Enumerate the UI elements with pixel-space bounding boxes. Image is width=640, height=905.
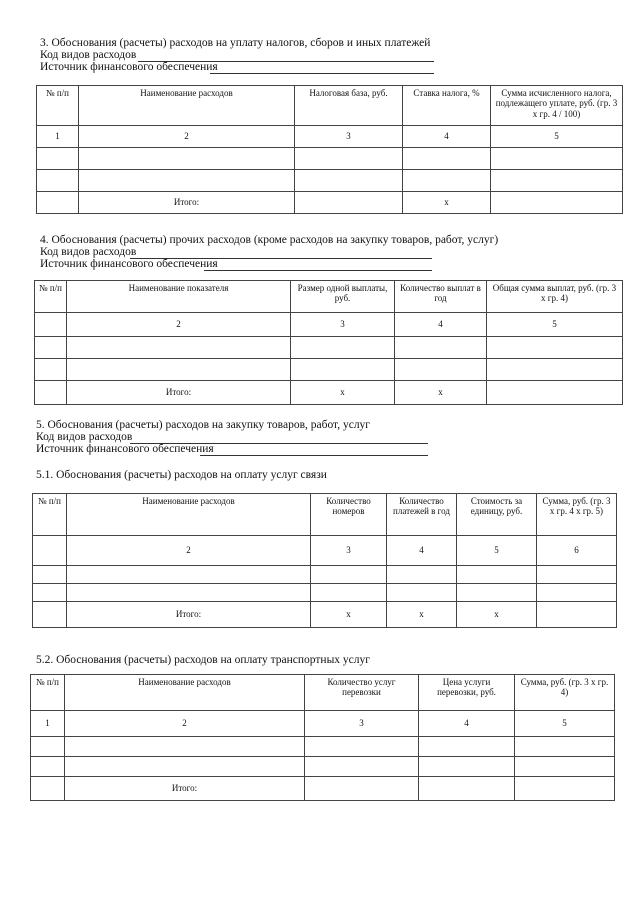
cell [487, 337, 623, 359]
cell [33, 584, 67, 602]
column-number: 3 [311, 536, 387, 566]
cell [395, 337, 487, 359]
table-header-row [37, 86, 623, 126]
cell [537, 602, 617, 628]
total-label: Итого: [65, 777, 305, 801]
header-cell: Общая сумма выплат, руб. (гр. 3 х гр. 4) [487, 281, 623, 313]
cell [387, 584, 457, 602]
header-cell: Количество услуг перевозки [305, 675, 419, 711]
section-3-source-line [210, 73, 434, 74]
section-4-title: 4. Обоснования (расчеты) прочих расходов (кроме расходов на закупку товаров, работ, услуг) [40, 234, 499, 246]
section-5-1-table [32, 493, 617, 628]
cell [67, 566, 311, 584]
cell [419, 737, 515, 757]
section-4-code-label: Код видов расходов [40, 246, 137, 258]
header-cell: Цена услуги перевозки, руб. [419, 675, 515, 711]
column-number: 2 [65, 711, 305, 737]
cell [67, 584, 311, 602]
header-cell: Сумма исчисленного налога, подлежащего уплате, руб. (гр. 3 х гр. 4 / 100) [491, 86, 623, 126]
column-number: 5 [487, 313, 623, 337]
section-3-table [36, 85, 623, 214]
column-number: 4 [419, 711, 515, 737]
header-cell: № п/п [31, 675, 65, 711]
cell [67, 337, 291, 359]
header-cell: Количество номеров [311, 494, 387, 536]
section-5-2-title: 5.2. Обоснования (расчеты) расходов на оплату транспортных услуг [36, 654, 370, 666]
cell [37, 170, 79, 192]
table-row [37, 170, 623, 192]
column-number: 1 [37, 126, 79, 148]
cell [33, 566, 67, 584]
column-number-row [33, 536, 617, 566]
cell [487, 381, 623, 405]
cell [291, 359, 395, 381]
header-cell: Ставка налога, % [403, 86, 491, 126]
cell [79, 170, 295, 192]
cell [79, 148, 295, 170]
cell [457, 566, 537, 584]
x-mark: x [457, 602, 537, 628]
cell [33, 602, 67, 628]
cell [31, 737, 65, 757]
section-5-title: 5. Обоснования (расчеты) расходов на закупку товаров, работ, услуг [36, 419, 371, 431]
table-row [33, 584, 617, 602]
x-mark: x [387, 602, 457, 628]
total-label: Итого: [79, 192, 295, 214]
cell [403, 148, 491, 170]
header-cell: Наименование расходов [79, 86, 295, 126]
total-row [33, 602, 617, 628]
column-number: 2 [79, 126, 295, 148]
section-3-source-label: Источник финансового обеспечения [40, 61, 218, 73]
table-header-row [33, 494, 617, 536]
table-header-row [35, 281, 623, 313]
cell [515, 737, 615, 757]
cell [537, 566, 617, 584]
cell [305, 777, 419, 801]
cell [65, 757, 305, 777]
column-number-row [35, 313, 623, 337]
cell [491, 148, 623, 170]
total-row [31, 777, 615, 801]
header-cell: Сумма, руб. (гр. 3 х гр. 4 х гр. 5) [537, 494, 617, 536]
table-row [35, 359, 623, 381]
cell [35, 313, 67, 337]
cell [419, 757, 515, 777]
section-4-table [34, 280, 623, 405]
cell [491, 170, 623, 192]
column-number: 5 [491, 126, 623, 148]
cell [515, 777, 615, 801]
cell [31, 757, 65, 777]
section-5-source-label: Источник финансового обеспечения [36, 443, 214, 455]
header-cell: Стоимость за единицу, руб. [457, 494, 537, 536]
cell [67, 359, 291, 381]
cell [419, 777, 515, 801]
column-number: 3 [291, 313, 395, 337]
cell [311, 584, 387, 602]
x-mark: x [403, 192, 491, 214]
table-row [37, 148, 623, 170]
x-mark: x [311, 602, 387, 628]
section-4-source-label: Источник финансового обеспечения [40, 258, 218, 270]
cell [305, 737, 419, 757]
cell [37, 192, 79, 214]
column-number: 2 [67, 536, 311, 566]
cell [487, 359, 623, 381]
header-cell: Наименование расходов [67, 494, 311, 536]
cell [35, 381, 67, 405]
cell [37, 148, 79, 170]
cell [33, 536, 67, 566]
cell [35, 337, 67, 359]
column-number-row [31, 711, 615, 737]
column-number-row [37, 126, 623, 148]
cell [515, 757, 615, 777]
header-cell: Налоговая база, руб. [295, 86, 403, 126]
column-number: 6 [537, 536, 617, 566]
section-5-1-title: 5.1. Обоснования (расчеты) расходов на оплату услуг связи [36, 469, 327, 481]
header-cell: Сумма, руб. (гр. 3 х гр. 4) [515, 675, 615, 711]
table-row [33, 566, 617, 584]
column-number: 4 [387, 536, 457, 566]
total-row [35, 381, 623, 405]
x-mark: x [395, 381, 487, 405]
cell [387, 566, 457, 584]
section-5-code-label: Код видов расходов [36, 431, 133, 443]
column-number: 4 [403, 126, 491, 148]
header-cell: Наименование показателя [67, 281, 291, 313]
column-number: 1 [31, 711, 65, 737]
section-4-source-line [204, 270, 432, 271]
header-cell: № п/п [35, 281, 67, 313]
section-5-2-table [30, 674, 615, 801]
section-3-code-label: Код видов расходов [40, 49, 137, 61]
cell [311, 566, 387, 584]
cell [65, 737, 305, 757]
cell [295, 148, 403, 170]
cell [395, 359, 487, 381]
total-label: Итого: [67, 602, 311, 628]
total-label: Итого: [67, 381, 291, 405]
column-number: 5 [457, 536, 537, 566]
table-row [35, 337, 623, 359]
header-cell: Размер одной выплаты, руб. [291, 281, 395, 313]
column-number: 2 [67, 313, 291, 337]
header-cell: № п/п [33, 494, 67, 536]
section-5-source-line [200, 455, 428, 456]
cell [31, 777, 65, 801]
cell [295, 170, 403, 192]
cell [457, 584, 537, 602]
table-header-row [31, 675, 615, 711]
cell [305, 757, 419, 777]
column-number: 4 [395, 313, 487, 337]
cell [35, 359, 67, 381]
column-number: 3 [305, 711, 419, 737]
header-cell: № п/п [37, 86, 79, 126]
cell [295, 192, 403, 214]
cell [291, 337, 395, 359]
cell [403, 170, 491, 192]
header-cell: Количество выплат в год [395, 281, 487, 313]
header-cell: Количество платежей в год [387, 494, 457, 536]
section-3-title: 3. Обоснования (расчеты) расходов на уплату налогов, сборов и иных платежей [40, 37, 431, 49]
total-row [37, 192, 623, 214]
column-number: 5 [515, 711, 615, 737]
header-cell: Наименование расходов [65, 675, 305, 711]
cell [491, 192, 623, 214]
x-mark: x [291, 381, 395, 405]
column-number: 3 [295, 126, 403, 148]
cell [537, 584, 617, 602]
table-row [31, 737, 615, 757]
table-row [31, 757, 615, 777]
